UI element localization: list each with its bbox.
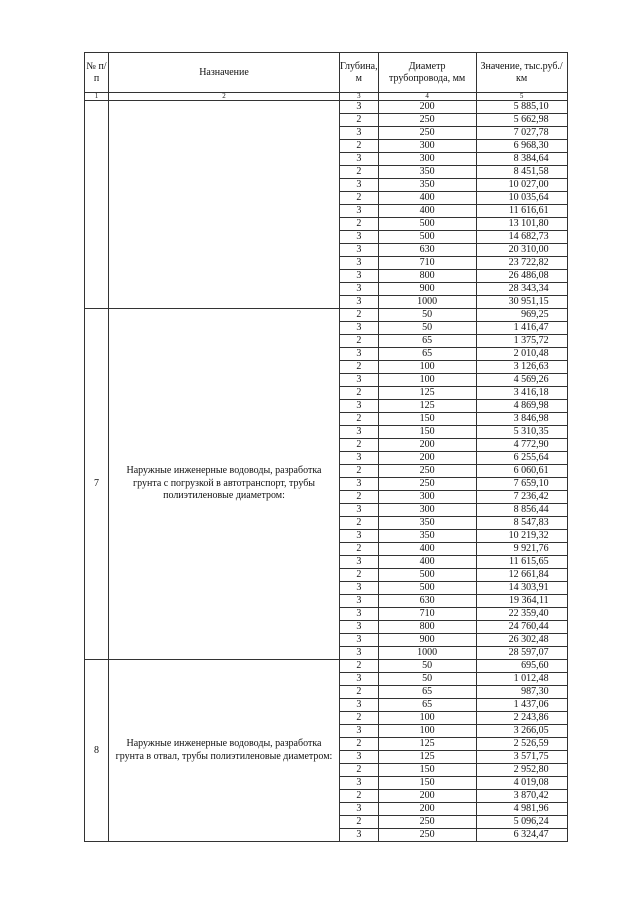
diameter-cell: 630 bbox=[378, 244, 476, 257]
value-cell: 7 027,78 bbox=[476, 127, 567, 140]
value-cell: 5 310,35 bbox=[476, 426, 567, 439]
value-cell: 26 486,08 bbox=[476, 270, 567, 283]
diameter-cell: 200 bbox=[378, 790, 476, 803]
value-cell: 8 384,64 bbox=[476, 153, 567, 166]
depth-cell: 3 bbox=[340, 673, 379, 686]
diameter-cell: 200 bbox=[378, 803, 476, 816]
diameter-cell: 630 bbox=[378, 595, 476, 608]
column-number: 1 bbox=[85, 93, 109, 101]
diameter-cell: 300 bbox=[378, 491, 476, 504]
value-cell: 12 661,84 bbox=[476, 569, 567, 582]
diameter-cell: 710 bbox=[378, 608, 476, 621]
depth-cell: 2 bbox=[340, 192, 379, 205]
value-cell: 1 437,06 bbox=[476, 699, 567, 712]
column-number: 2 bbox=[109, 93, 340, 101]
value-cell: 26 302,48 bbox=[476, 634, 567, 647]
diameter-cell: 125 bbox=[378, 738, 476, 751]
diameter-cell: 300 bbox=[378, 153, 476, 166]
diameter-cell: 100 bbox=[378, 712, 476, 725]
depth-cell: 3 bbox=[340, 634, 379, 647]
depth-cell: 2 bbox=[340, 218, 379, 231]
item-number: 7 bbox=[85, 309, 109, 660]
depth-cell: 2 bbox=[340, 140, 379, 153]
depth-cell: 2 bbox=[340, 413, 379, 426]
depth-cell: 2 bbox=[340, 361, 379, 374]
value-cell: 2 243,86 bbox=[476, 712, 567, 725]
depth-cell: 3 bbox=[340, 582, 379, 595]
diameter-cell: 150 bbox=[378, 764, 476, 777]
diameter-cell: 50 bbox=[378, 673, 476, 686]
depth-cell: 3 bbox=[340, 829, 379, 842]
depth-cell: 3 bbox=[340, 244, 379, 257]
depth-cell: 2 bbox=[340, 738, 379, 751]
value-cell: 987,30 bbox=[476, 686, 567, 699]
value-cell: 7 659,10 bbox=[476, 478, 567, 491]
diameter-cell: 500 bbox=[378, 569, 476, 582]
item-description: Наружные инженерные водоводы, разработка грунта в отвал, трубы полиэтиленовые диаметром: bbox=[109, 660, 340, 842]
header-number: № п/п bbox=[85, 53, 109, 93]
diameter-cell: 900 bbox=[378, 634, 476, 647]
depth-cell: 3 bbox=[340, 725, 379, 738]
value-cell: 30 951,15 bbox=[476, 296, 567, 309]
value-cell: 3 870,42 bbox=[476, 790, 567, 803]
diameter-cell: 250 bbox=[378, 127, 476, 140]
value-cell: 8 451,58 bbox=[476, 166, 567, 179]
diameter-cell: 125 bbox=[378, 751, 476, 764]
diameter-cell: 100 bbox=[378, 374, 476, 387]
value-cell: 28 597,07 bbox=[476, 647, 567, 660]
value-cell: 1 375,72 bbox=[476, 335, 567, 348]
diameter-cell: 350 bbox=[378, 179, 476, 192]
depth-cell: 3 bbox=[340, 777, 379, 790]
diameter-cell: 400 bbox=[378, 556, 476, 569]
column-number: 5 bbox=[476, 93, 567, 101]
diameter-cell: 100 bbox=[378, 361, 476, 374]
depth-cell: 3 bbox=[340, 699, 379, 712]
diameter-cell: 710 bbox=[378, 257, 476, 270]
depth-cell: 3 bbox=[340, 452, 379, 465]
depth-cell: 2 bbox=[340, 491, 379, 504]
value-cell: 3 266,05 bbox=[476, 725, 567, 738]
column-number: 3 bbox=[340, 93, 379, 101]
value-cell: 4 869,98 bbox=[476, 400, 567, 413]
value-cell: 20 310,00 bbox=[476, 244, 567, 257]
value-cell: 5 096,24 bbox=[476, 816, 567, 829]
diameter-cell: 250 bbox=[378, 816, 476, 829]
value-cell: 14 303,91 bbox=[476, 582, 567, 595]
depth-cell: 3 bbox=[340, 478, 379, 491]
diameter-cell: 500 bbox=[378, 231, 476, 244]
diameter-cell: 150 bbox=[378, 426, 476, 439]
diameter-cell: 500 bbox=[378, 218, 476, 231]
depth-cell: 3 bbox=[340, 400, 379, 413]
depth-cell: 3 bbox=[340, 530, 379, 543]
table-row bbox=[85, 660, 568, 673]
depth-cell: 3 bbox=[340, 426, 379, 439]
depth-cell: 2 bbox=[340, 569, 379, 582]
depth-cell: 3 bbox=[340, 621, 379, 634]
diameter-cell: 65 bbox=[378, 348, 476, 361]
depth-cell: 3 bbox=[340, 751, 379, 764]
depth-cell: 3 bbox=[340, 348, 379, 361]
diameter-cell: 250 bbox=[378, 114, 476, 127]
depth-cell: 2 bbox=[340, 816, 379, 829]
value-cell: 3 126,63 bbox=[476, 361, 567, 374]
diameter-cell: 150 bbox=[378, 413, 476, 426]
column-number-row bbox=[85, 93, 568, 101]
depth-cell: 2 bbox=[340, 114, 379, 127]
depth-cell: 2 bbox=[340, 660, 379, 673]
depth-cell: 3 bbox=[340, 608, 379, 621]
depth-cell: 3 bbox=[340, 179, 379, 192]
diameter-cell: 1000 bbox=[378, 647, 476, 660]
value-cell: 19 364,11 bbox=[476, 595, 567, 608]
value-cell: 695,60 bbox=[476, 660, 567, 673]
value-cell: 22 359,40 bbox=[476, 608, 567, 621]
diameter-cell: 800 bbox=[378, 621, 476, 634]
item-number bbox=[85, 101, 109, 309]
column-number: 4 bbox=[378, 93, 476, 101]
value-cell: 9 921,76 bbox=[476, 543, 567, 556]
depth-cell: 3 bbox=[340, 556, 379, 569]
diameter-cell: 250 bbox=[378, 829, 476, 842]
diameter-cell: 1000 bbox=[378, 296, 476, 309]
diameter-cell: 900 bbox=[378, 283, 476, 296]
diameter-cell: 125 bbox=[378, 387, 476, 400]
depth-cell: 2 bbox=[340, 543, 379, 556]
value-cell: 4 569,26 bbox=[476, 374, 567, 387]
depth-cell: 3 bbox=[340, 322, 379, 335]
value-cell: 11 615,65 bbox=[476, 556, 567, 569]
value-cell: 3 416,18 bbox=[476, 387, 567, 400]
value-cell: 8 547,83 bbox=[476, 517, 567, 530]
value-cell: 13 101,80 bbox=[476, 218, 567, 231]
depth-cell: 3 bbox=[340, 374, 379, 387]
value-cell: 23 722,82 bbox=[476, 257, 567, 270]
header-depth: Глубина, м bbox=[340, 53, 379, 93]
depth-cell: 3 bbox=[340, 647, 379, 660]
diameter-cell: 200 bbox=[378, 452, 476, 465]
value-cell: 24 760,44 bbox=[476, 621, 567, 634]
depth-cell: 3 bbox=[340, 153, 379, 166]
value-cell: 5 662,98 bbox=[476, 114, 567, 127]
depth-cell: 2 bbox=[340, 764, 379, 777]
value-cell: 3 571,75 bbox=[476, 751, 567, 764]
depth-cell: 3 bbox=[340, 101, 379, 114]
diameter-cell: 400 bbox=[378, 205, 476, 218]
header-value: Значение, тыс.руб./км bbox=[476, 53, 567, 93]
value-cell: 4 981,96 bbox=[476, 803, 567, 816]
depth-cell: 3 bbox=[340, 504, 379, 517]
item-number: 8 bbox=[85, 660, 109, 842]
header-row bbox=[85, 53, 568, 93]
depth-cell: 3 bbox=[340, 257, 379, 270]
diameter-cell: 200 bbox=[378, 439, 476, 452]
value-cell: 10 027,00 bbox=[476, 179, 567, 192]
diameter-cell: 65 bbox=[378, 335, 476, 348]
diameter-cell: 250 bbox=[378, 478, 476, 491]
header-purpose: Назначение bbox=[109, 53, 340, 93]
diameter-cell: 500 bbox=[378, 582, 476, 595]
value-cell: 1 012,48 bbox=[476, 673, 567, 686]
value-cell: 6 324,47 bbox=[476, 829, 567, 842]
diameter-cell: 800 bbox=[378, 270, 476, 283]
diameter-cell: 100 bbox=[378, 725, 476, 738]
depth-cell: 2 bbox=[340, 439, 379, 452]
table-row bbox=[85, 309, 568, 322]
value-cell: 10 219,32 bbox=[476, 530, 567, 543]
value-cell: 2 010,48 bbox=[476, 348, 567, 361]
depth-cell: 2 bbox=[340, 712, 379, 725]
value-cell: 7 236,42 bbox=[476, 491, 567, 504]
diameter-cell: 300 bbox=[378, 140, 476, 153]
depth-cell: 3 bbox=[340, 270, 379, 283]
depth-cell: 2 bbox=[340, 686, 379, 699]
diameter-cell: 250 bbox=[378, 465, 476, 478]
diameter-cell: 150 bbox=[378, 777, 476, 790]
item-description bbox=[109, 101, 340, 309]
value-cell: 6 968,30 bbox=[476, 140, 567, 153]
value-cell: 3 846,98 bbox=[476, 413, 567, 426]
depth-cell: 3 bbox=[340, 803, 379, 816]
depth-cell: 2 bbox=[340, 166, 379, 179]
header-diameter: Диаметр трубопровода, мм bbox=[378, 53, 476, 93]
value-cell: 10 035,64 bbox=[476, 192, 567, 205]
depth-cell: 2 bbox=[340, 387, 379, 400]
diameter-cell: 400 bbox=[378, 192, 476, 205]
item-description: Наружные инженерные водоводы, разработка грунта с погрузкой в автотранспорт, трубы полиэтиленовые диаметром: bbox=[109, 309, 340, 660]
depth-cell: 3 bbox=[340, 296, 379, 309]
value-cell: 28 343,34 bbox=[476, 283, 567, 296]
depth-cell: 3 bbox=[340, 205, 379, 218]
value-cell: 1 416,47 bbox=[476, 322, 567, 335]
diameter-cell: 400 bbox=[378, 543, 476, 556]
table-row bbox=[85, 101, 568, 114]
diameter-cell: 350 bbox=[378, 530, 476, 543]
depth-cell: 2 bbox=[340, 790, 379, 803]
depth-cell: 3 bbox=[340, 283, 379, 296]
diameter-cell: 350 bbox=[378, 166, 476, 179]
depth-cell: 2 bbox=[340, 465, 379, 478]
diameter-cell: 125 bbox=[378, 400, 476, 413]
diameter-cell: 300 bbox=[378, 504, 476, 517]
value-cell: 2 952,80 bbox=[476, 764, 567, 777]
depth-cell: 2 bbox=[340, 517, 379, 530]
value-cell: 6 255,64 bbox=[476, 452, 567, 465]
value-cell: 4 772,90 bbox=[476, 439, 567, 452]
value-cell: 969,25 bbox=[476, 309, 567, 322]
diameter-cell: 65 bbox=[378, 686, 476, 699]
tariff-table bbox=[84, 52, 568, 842]
diameter-cell: 350 bbox=[378, 517, 476, 530]
depth-cell: 3 bbox=[340, 231, 379, 244]
value-cell: 11 616,61 bbox=[476, 205, 567, 218]
value-cell: 2 526,59 bbox=[476, 738, 567, 751]
diameter-cell: 65 bbox=[378, 699, 476, 712]
value-cell: 8 856,44 bbox=[476, 504, 567, 517]
depth-cell: 2 bbox=[340, 309, 379, 322]
value-cell: 6 060,61 bbox=[476, 465, 567, 478]
value-cell: 14 682,73 bbox=[476, 231, 567, 244]
value-cell: 5 885,10 bbox=[476, 101, 567, 114]
depth-cell: 2 bbox=[340, 335, 379, 348]
diameter-cell: 50 bbox=[378, 309, 476, 322]
depth-cell: 3 bbox=[340, 127, 379, 140]
depth-cell: 3 bbox=[340, 595, 379, 608]
diameter-cell: 50 bbox=[378, 660, 476, 673]
diameter-cell: 200 bbox=[378, 101, 476, 114]
diameter-cell: 50 bbox=[378, 322, 476, 335]
value-cell: 4 019,08 bbox=[476, 777, 567, 790]
